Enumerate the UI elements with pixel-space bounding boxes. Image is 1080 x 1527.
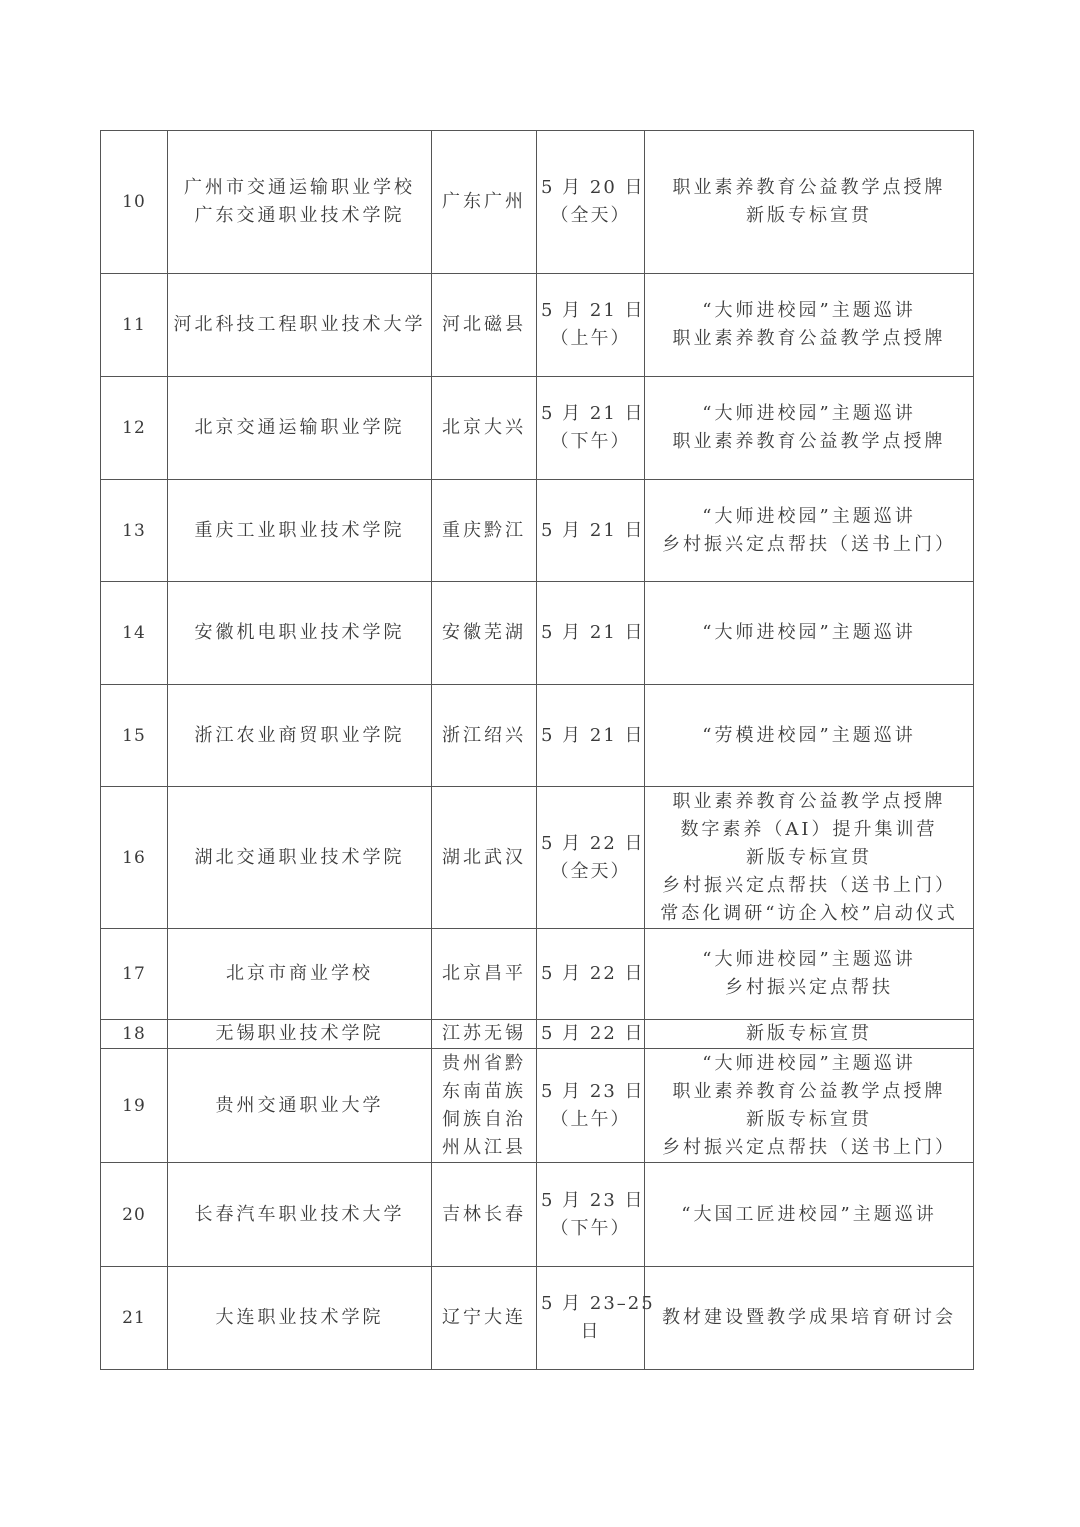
activities-cell-line: 乡村振兴定点帮扶（送书上门） [662, 874, 956, 896]
date-cell [537, 685, 645, 787]
date-cell-line: （下午） [550, 431, 631, 452]
activities-cell-line: 职业素养教育公益教学点授牌 [672, 177, 946, 198]
location-cell [432, 1049, 537, 1163]
location-cell-line: 河北磁县 [442, 314, 526, 335]
activities-cell-line: 新版专标宣贯 [746, 1108, 872, 1130]
location-cell [432, 787, 537, 929]
table-row [101, 377, 974, 480]
date-cell-line: 5 月 22 日 [541, 832, 645, 854]
location-cell-line: 辽宁大连 [442, 1307, 526, 1328]
activities-cell-line: 数字素养（AI）提升集训营 [680, 818, 938, 840]
date-cell-line: （上午） [550, 328, 631, 349]
table-row [101, 929, 974, 1020]
location-cell-line: 湖北武汉 [442, 846, 526, 868]
school-cell-line: 重庆工业职业技术学院 [194, 519, 405, 541]
activities-cell [645, 582, 974, 685]
date-cell-line: 5 月 21 日 [541, 300, 645, 321]
date-cell-line: 5 月 23 日 [541, 1080, 645, 1102]
date-cell [537, 274, 645, 377]
date-cell-line: 5 月 21 日 [541, 519, 645, 541]
table-row [101, 1267, 974, 1370]
activities-cell [645, 131, 974, 274]
school-cell-line: 浙江农业商贸职业学院 [194, 724, 405, 746]
row-number-cell: 10 [101, 131, 168, 274]
school-cell-line: 北京交通运输职业学院 [194, 417, 405, 438]
row-number-cell: 18 [101, 1020, 168, 1049]
location-cell [432, 929, 537, 1020]
school-cell [168, 377, 432, 480]
school-cell [168, 787, 432, 929]
activities-cell-line: 乡村振兴定点帮扶 [725, 977, 893, 998]
activities-cell-line: “劳模进校园”主题巡讲 [702, 724, 916, 746]
location-cell [432, 1267, 537, 1370]
location-cell-line: 东南苗族 [442, 1080, 526, 1102]
activities-cell [645, 274, 974, 377]
date-cell-line: （全天） [550, 860, 631, 882]
activities-cell [645, 929, 974, 1020]
table-row [101, 1163, 974, 1267]
row-number-cell: 14 [101, 582, 168, 685]
location-cell [432, 1020, 537, 1049]
row-number-cell: 12 [101, 377, 168, 480]
school-cell-line: 广州市交通运输职业学校 [184, 177, 415, 198]
location-cell-line: 北京昌平 [442, 963, 526, 984]
date-cell-line: （下午） [550, 1217, 631, 1239]
row-number-cell: 16 [101, 787, 168, 929]
activities-cell-line: “大国工匠进校园”主题巡讲 [681, 1203, 937, 1225]
date-cell-line: 5 月 22 日 [541, 1023, 645, 1044]
activities-cell-line: “大师进校园”主题巡讲 [702, 505, 916, 527]
activities-cell-line: 职业素养教育公益教学点授牌 [672, 1080, 946, 1102]
school-cell-line: 大连职业技术学院 [215, 1307, 384, 1328]
activities-cell [645, 685, 974, 787]
schedule-page [100, 130, 973, 1370]
school-cell-line: 广东交通职业技术学院 [194, 205, 405, 226]
row-number-cell: 13 [101, 480, 168, 582]
activities-cell [645, 480, 974, 582]
activities-cell-line: 新版专标宣贯 [746, 846, 872, 868]
activities-cell [645, 787, 974, 929]
activities-cell [645, 377, 974, 480]
date-cell-line: 5 月 21 日 [541, 403, 645, 424]
table-row [101, 131, 974, 274]
date-cell-line: 5 月 20 日 [541, 177, 645, 198]
activities-cell-line: 乡村振兴定点帮扶（送书上门） [662, 1136, 956, 1158]
location-cell [432, 377, 537, 480]
school-cell [168, 1020, 432, 1049]
activities-cell-line: 新版专标宣贯 [746, 205, 872, 226]
table-row [101, 582, 974, 685]
school-cell [168, 929, 432, 1020]
date-cell [537, 929, 645, 1020]
school-cell-line: 贵州交通职业大学 [215, 1094, 384, 1116]
location-cell [432, 685, 537, 787]
activities-cell [645, 1267, 974, 1370]
school-cell [168, 480, 432, 582]
school-cell-line: 长春汽车职业技术大学 [194, 1203, 405, 1225]
location-cell [432, 131, 537, 274]
row-number-cell: 19 [101, 1049, 168, 1163]
location-cell-line: 广东广州 [442, 191, 526, 212]
table-row [101, 274, 974, 377]
activities-cell-line: 职业素养教育公益教学点授牌 [672, 328, 946, 349]
school-cell [168, 131, 432, 274]
location-cell-line: 吉林长春 [442, 1203, 526, 1225]
activities-cell-line: “大师进校园”主题巡讲 [702, 1052, 916, 1074]
school-cell-line: 湖北交通职业技术学院 [194, 846, 405, 868]
date-cell-line: 5 月 23–25 [541, 1293, 655, 1314]
school-cell-line: 河北科技工程职业技术大学 [173, 314, 426, 335]
school-cell-line: 安徽机电职业技术学院 [194, 622, 405, 643]
location-cell [432, 480, 537, 582]
date-cell [537, 1163, 645, 1267]
activities-cell-line: 常态化调研“访企入校”启动仪式 [660, 902, 958, 924]
date-cell [537, 1049, 645, 1163]
activities-cell-line: 教材建设暨教学成果培育研讨会 [662, 1307, 956, 1328]
school-cell [168, 582, 432, 685]
location-cell-line: 贵州省黔 [442, 1052, 526, 1074]
row-number-cell: 17 [101, 929, 168, 1020]
activities-cell-line: “大师进校园”主题巡讲 [702, 403, 916, 424]
date-cell [537, 480, 645, 582]
date-cell [537, 377, 645, 480]
date-cell-line: 5 月 21 日 [541, 724, 645, 746]
date-cell-line: （全天） [550, 205, 631, 226]
location-cell [432, 582, 537, 685]
school-cell [168, 1163, 432, 1267]
activities-cell-line: “大师进校园”主题巡讲 [702, 622, 916, 643]
date-cell [537, 131, 645, 274]
date-cell-line: 日 [580, 1321, 601, 1342]
table-row [101, 480, 974, 582]
date-cell [537, 582, 645, 685]
table-row [101, 787, 974, 929]
row-number-cell: 15 [101, 685, 168, 787]
school-cell [168, 1049, 432, 1163]
location-cell-line: 州从江县 [442, 1136, 526, 1158]
location-cell-line: 重庆黔江 [442, 519, 526, 541]
activities-cell-line: 职业素养教育公益教学点授牌 [672, 790, 946, 812]
school-cell [168, 274, 432, 377]
date-cell [537, 1020, 645, 1049]
location-cell [432, 1163, 537, 1267]
date-cell-line: （上午） [550, 1108, 631, 1130]
activities-cell [645, 1163, 974, 1267]
activities-cell [645, 1020, 974, 1049]
table-row [101, 685, 974, 787]
school-cell [168, 1267, 432, 1370]
schedule-table-body [101, 131, 974, 1370]
activities-cell [645, 1049, 974, 1163]
row-number-cell: 11 [101, 274, 168, 377]
table-row [101, 1020, 974, 1049]
activities-cell-line: 新版专标宣贯 [746, 1023, 872, 1044]
location-cell-line: 江苏无锡 [442, 1023, 526, 1044]
date-cell [537, 1267, 655, 1370]
row-number-cell: 21 [101, 1267, 168, 1370]
date-cell-line: 5 月 21 日 [541, 622, 645, 643]
location-cell-line: 北京大兴 [442, 417, 526, 438]
school-cell [168, 685, 432, 787]
date-cell-line: 5 月 23 日 [541, 1189, 645, 1211]
table-row [101, 1049, 974, 1163]
row-number-cell: 20 [101, 1163, 168, 1267]
activities-cell-line: 乡村振兴定点帮扶（送书上门） [662, 533, 956, 555]
location-cell-line: 安徽芜湖 [442, 622, 526, 643]
activities-cell-line: “大师进校园”主题巡讲 [702, 949, 916, 970]
location-cell [432, 274, 537, 377]
location-cell-line: 浙江绍兴 [442, 724, 526, 746]
schedule-table [100, 130, 974, 1370]
date-cell [537, 787, 645, 929]
location-cell-line: 侗族自治 [442, 1108, 526, 1130]
school-cell-line: 无锡职业技术学院 [215, 1023, 384, 1044]
school-cell-line: 北京市商业学校 [226, 963, 373, 984]
date-cell-line: 5 月 22 日 [541, 963, 645, 984]
activities-cell-line: “大师进校园”主题巡讲 [702, 300, 916, 321]
activities-cell-line: 职业素养教育公益教学点授牌 [672, 431, 946, 452]
